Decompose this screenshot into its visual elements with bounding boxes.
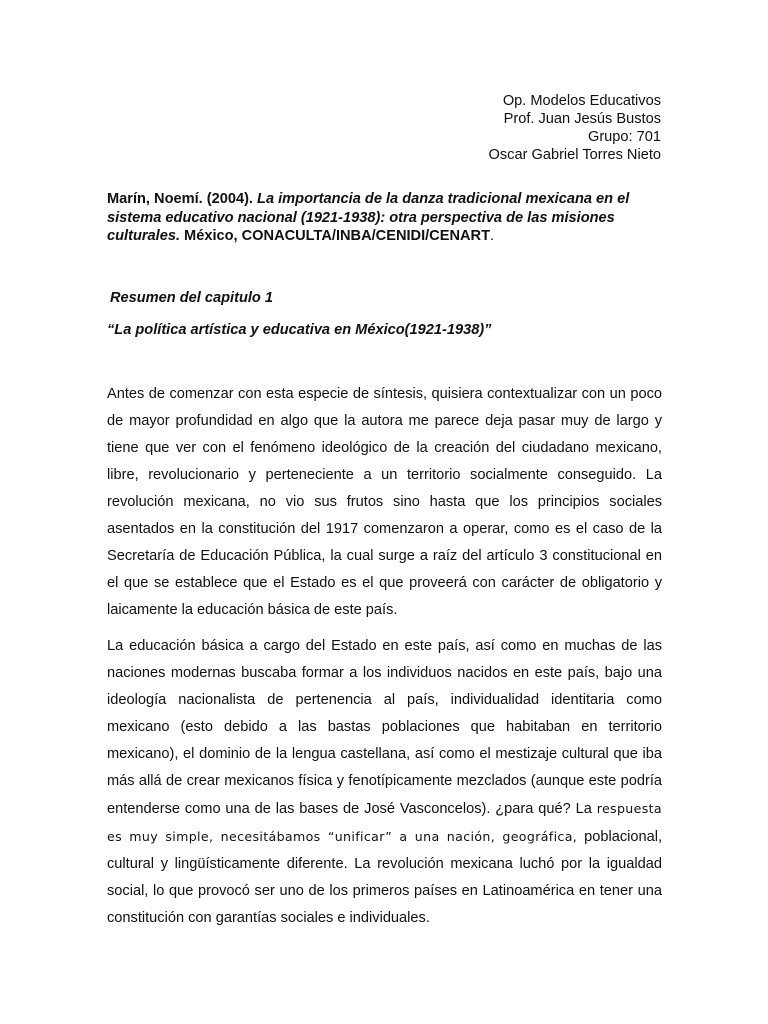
paragraph-2-part-2: respuesta es muy simple, necesitábamos “unificar” a una nación, geográfica, [107,801,662,844]
citation-end: . [490,228,495,244]
paragraph-1: Antes de comenzar con esta especie de síntesis, quisiera contextualizar con un poco de mayor profundidad en algo que la autora me parece deja pasar muy de largo y tiene que ver con el fenómeno ideológico de la creación del ciudadano mexicano, libre, revolucionario y perteneciente a un territorio socialmente conseguido. La revolución mexicana, no vio sus frutos sino hasta que los principios sociales asentados en la constitución del 1917 comenzaron a operar, como es el caso de la Secretaría de Educación Pública, la cual surge a raíz del artículo 3 constitucional en el que se establece que el Estado es el que proveerá con carácter de obligatorio y laicamente la educación básica de este país. [107,386,662,618]
chapter-title: “La política artística y educativa en México(1921-1938)” [107,322,492,338]
paragraph-2-part-1: La educación básica a cargo del Estado en este país, así como en muchas de las naciones modernas buscaba formar a los individuos nacidos en este país, bajo una ideología nacionalista de pertenencia al país, individualidad identitaria como mexicano (esto debido a las bastas poblaciones que habitaban en territorio mexicano), el dominio de la lengua castellana, así como el mestizaje cultural que iba más allá de crear mexicanos física y fenotípicamente mezclados (aunque este podría entenderse como una de las bases de José Vasconcelos). ¿para qué? La [107,638,662,817]
citation-author-year: Marín, Noemí. (2004). [107,191,258,207]
student-name: Oscar Gabriel Torres Nieto [488,147,661,163]
course-name: Op. Modelos Educativos [502,93,661,109]
paragraph-2-part-3: poblacional, cultural y lingüísticamente diferente. La revolución mexicana luchó por la igualdad social, lo que provocó ser uno de los primeros países en Latinoamérica en tener una constitución con garantías sociales e individuales. [107,829,663,926]
bibliographic-citation [107,190,663,246]
professor-name: Prof. Juan Jesús Bustos [503,111,661,127]
citation-publisher: México, CONACULTA/INBA/CENIDI/CENART [180,228,490,244]
citation-title: La importancia de la danza tradicional mexicana en el sistema educativo nacional (1921-1938): otra perspectiva de las misiones culturales. [107,191,630,244]
paragraph-2 [107,633,662,932]
summary-heading: Resumen del capitulo 1 [110,290,274,306]
group-number: Grupo: 701 [587,129,661,145]
author-header [489,92,661,164]
